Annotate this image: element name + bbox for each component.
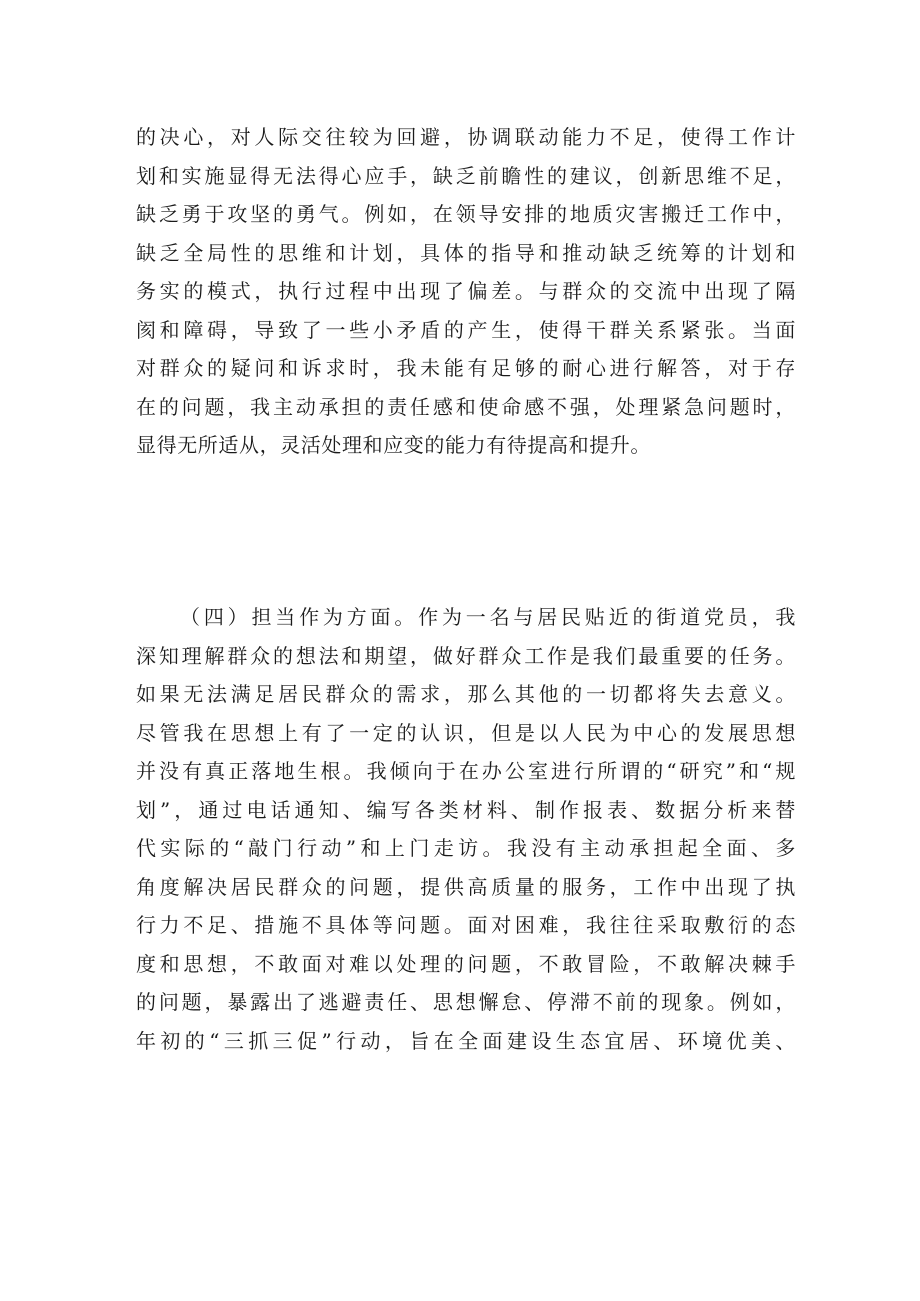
paragraph-1-line-6: 阂和障碍，导致了一些小矛盾的产生，使得干群关系紧张。当面 [136,317,796,342]
paragraph-1-line-7: 对群众的疑问和诉求时，我未能有足够的耐心进行解答，对于存 [136,356,796,380]
paragraph-1-line-1: 的决心，对人际交往较为回避，协调联动能力不足，使得工作计 [136,125,796,149]
paragraph-2-line-4: 尽管我在思想上有了一定的认识，但是以人民为中心的发展思想 [136,720,796,745]
paragraph-2-line-9: 行力不足、措施不具体等问题。面对困难，我往往采取敷衍的态 [136,913,796,937]
paragraph-2-line-12: 年初的“三抓三促”行动，旨在全面建设生态宜居、环境优美、 [136,1028,796,1053]
paragraph-1-line-8: 在的问题，我主动承担的责任感和使命感不强，处理紧急问题时， [136,394,796,419]
paragraph-2 [136,598,796,1060]
paragraph-2-line-1: （四）担当作为方面。作为一名与居民贴近的街道党员，我 [180,605,796,629]
paragraph-2-line-6: 划”，通过电话通知、编写各类材料、制作报表、数据分析来替 [136,797,796,822]
paragraph-2-line-2: 深知理解群众的想法和期望，做好群众工作是我们最重要的任务。 [136,643,796,668]
paragraph-1-line-3: 缺乏勇于攻坚的勇气。例如，在领导安排的地质灾害搬迁工作中， [136,202,796,226]
paragraph-1-line-2: 划和实施显得无法得心应手，缺乏前瞻性的建议，创新思维不足， [136,163,796,188]
paragraph-1 [136,118,796,465]
paragraph-1-line-5: 务实的模式，执行过程中出现了偏差。与群众的交流中出现了隔 [136,279,796,303]
paragraph-2-line-11: 的问题，暴露出了逃避责任、思想懈怠、停滞不前的现象。例如， [136,990,796,1014]
paragraph-1-line-4: 缺乏全局性的思维和计划，具体的指导和推动缺乏统筹的计划和 [136,240,796,265]
paragraph-2-line-5: 并没有真正落地生根。我倾向于在办公室进行所谓的“研究”和“规 [136,759,796,783]
paragraph-1-line-9: 显得无所适从，灵活处理和应变的能力有待提高和提升。 [136,433,651,457]
paragraph-2-line-10: 度和思想，不敢面对难以处理的问题，不敢冒险，不敢解决棘手 [136,951,796,976]
paragraph-2-line-7: 代实际的“敲门行动”和上门走访。我没有主动承担起全面、多 [136,836,796,860]
paragraph-2-line-8: 角度解决居民群众的问题，提供高质量的服务，工作中出现了执 [136,874,796,899]
paragraph-2-line-3: 如果无法满足居民群众的需求，那么其他的一切都将失去意义。 [136,682,796,706]
